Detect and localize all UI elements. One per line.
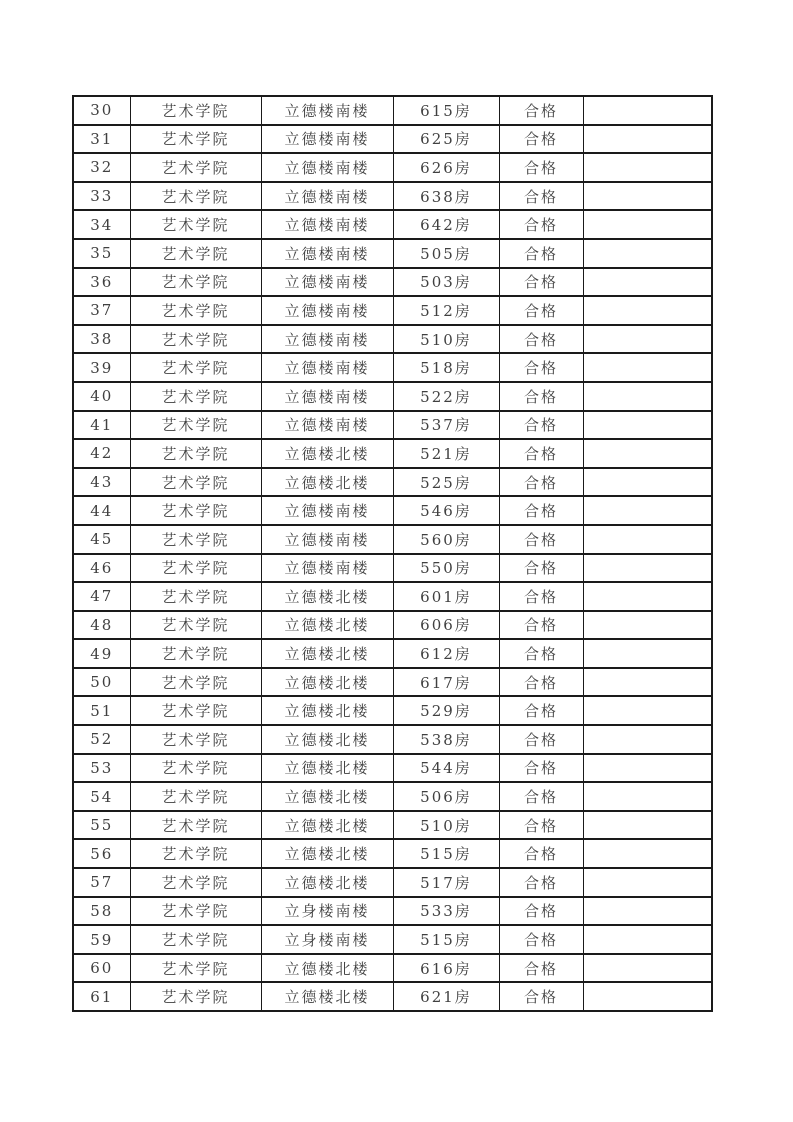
- cell-row-number: 55: [73, 811, 130, 840]
- cell-row-number: 48: [73, 611, 130, 640]
- cell-result: 合格: [499, 554, 583, 583]
- cell-note: [583, 268, 712, 297]
- cell-row-number: 31: [73, 125, 130, 154]
- cell-room: 503房: [393, 268, 499, 297]
- cell-room: 550房: [393, 554, 499, 583]
- cell-college: 艺术学院: [130, 954, 261, 983]
- cell-row-number: 35: [73, 239, 130, 268]
- cell-result: 合格: [499, 725, 583, 754]
- cell-result: 合格: [499, 382, 583, 411]
- cell-room: 533房: [393, 897, 499, 926]
- cell-room: 642房: [393, 210, 499, 239]
- cell-building: 立德楼南楼: [261, 554, 393, 583]
- cell-building: 立德楼南楼: [261, 125, 393, 154]
- cell-row-number: 56: [73, 839, 130, 868]
- cell-result: 合格: [499, 839, 583, 868]
- cell-row-number: 37: [73, 296, 130, 325]
- cell-room: 626房: [393, 153, 499, 182]
- cell-row-number: 58: [73, 897, 130, 926]
- cell-college: 艺术学院: [130, 925, 261, 954]
- cell-note: [583, 96, 712, 125]
- cell-note: [583, 496, 712, 525]
- cell-building: 立德楼北楼: [261, 954, 393, 983]
- cell-room: 515房: [393, 839, 499, 868]
- cell-room: 525房: [393, 468, 499, 497]
- cell-result: 合格: [499, 496, 583, 525]
- dorm-inspection-table: [72, 95, 713, 1012]
- cell-note: [583, 696, 712, 725]
- cell-note: [583, 153, 712, 182]
- cell-college: 艺术学院: [130, 639, 261, 668]
- cell-college: 艺术学院: [130, 125, 261, 154]
- cell-building: 立德楼北楼: [261, 582, 393, 611]
- table-row: [73, 868, 712, 897]
- cell-room: 522房: [393, 382, 499, 411]
- cell-room: 625房: [393, 125, 499, 154]
- cell-college: 艺术学院: [130, 325, 261, 354]
- cell-note: [583, 125, 712, 154]
- cell-result: 合格: [499, 439, 583, 468]
- cell-room: 505房: [393, 239, 499, 268]
- cell-room: 517房: [393, 868, 499, 897]
- cell-note: [583, 468, 712, 497]
- table-row: [73, 382, 712, 411]
- table-row: [73, 325, 712, 354]
- cell-college: 艺术学院: [130, 210, 261, 239]
- cell-result: 合格: [499, 411, 583, 440]
- cell-building: 立德楼南楼: [261, 296, 393, 325]
- table-row: [73, 182, 712, 211]
- table-row: [73, 296, 712, 325]
- cell-row-number: 50: [73, 668, 130, 697]
- cell-building: 立德楼北楼: [261, 982, 393, 1011]
- cell-room: 544房: [393, 754, 499, 783]
- cell-building: 立德楼北楼: [261, 639, 393, 668]
- table-row: [73, 839, 712, 868]
- cell-note: [583, 782, 712, 811]
- cell-note: [583, 668, 712, 697]
- cell-college: 艺术学院: [130, 296, 261, 325]
- cell-note: [583, 325, 712, 354]
- cell-result: 合格: [499, 954, 583, 983]
- cell-note: [583, 925, 712, 954]
- cell-note: [583, 725, 712, 754]
- cell-result: 合格: [499, 696, 583, 725]
- cell-result: 合格: [499, 582, 583, 611]
- table-row: [73, 725, 712, 754]
- cell-building: 立德楼南楼: [261, 325, 393, 354]
- table-row: [73, 268, 712, 297]
- cell-college: 艺术学院: [130, 96, 261, 125]
- cell-college: 艺术学院: [130, 754, 261, 783]
- cell-building: 立德楼北楼: [261, 611, 393, 640]
- cell-row-number: 57: [73, 868, 130, 897]
- cell-result: 合格: [499, 754, 583, 783]
- table-row: [73, 496, 712, 525]
- cell-note: [583, 639, 712, 668]
- cell-result: 合格: [499, 897, 583, 926]
- cell-note: [583, 582, 712, 611]
- cell-note: [583, 897, 712, 926]
- cell-row-number: 42: [73, 439, 130, 468]
- table-row: [73, 954, 712, 983]
- cell-result: 合格: [499, 239, 583, 268]
- cell-row-number: 34: [73, 210, 130, 239]
- table-row: [73, 897, 712, 926]
- cell-college: 艺术学院: [130, 525, 261, 554]
- table-row: [73, 554, 712, 583]
- table-row: [73, 982, 712, 1011]
- cell-building: 立德楼北楼: [261, 782, 393, 811]
- cell-row-number: 45: [73, 525, 130, 554]
- cell-result: 合格: [499, 353, 583, 382]
- cell-row-number: 32: [73, 153, 130, 182]
- cell-room: 538房: [393, 725, 499, 754]
- cell-college: 艺术学院: [130, 668, 261, 697]
- cell-building: 立德楼北楼: [261, 439, 393, 468]
- cell-note: [583, 868, 712, 897]
- cell-note: [583, 239, 712, 268]
- cell-result: 合格: [499, 296, 583, 325]
- cell-building: 立德楼北楼: [261, 754, 393, 783]
- table-row: [73, 353, 712, 382]
- cell-college: 艺术学院: [130, 439, 261, 468]
- table-row: [73, 811, 712, 840]
- cell-college: 艺术学院: [130, 382, 261, 411]
- cell-college: 艺术学院: [130, 153, 261, 182]
- cell-result: 合格: [499, 525, 583, 554]
- cell-note: [583, 554, 712, 583]
- cell-row-number: 47: [73, 582, 130, 611]
- cell-note: [583, 382, 712, 411]
- cell-building: 立德楼南楼: [261, 153, 393, 182]
- table-row: [73, 210, 712, 239]
- cell-row-number: 44: [73, 496, 130, 525]
- table-row: [73, 468, 712, 497]
- cell-note: [583, 525, 712, 554]
- cell-room: 529房: [393, 696, 499, 725]
- cell-room: 515房: [393, 925, 499, 954]
- cell-row-number: 41: [73, 411, 130, 440]
- cell-room: 521房: [393, 439, 499, 468]
- cell-building: 立德楼北楼: [261, 725, 393, 754]
- table-row: [73, 611, 712, 640]
- cell-building: 立德楼北楼: [261, 868, 393, 897]
- cell-room: 606房: [393, 611, 499, 640]
- cell-room: 506房: [393, 782, 499, 811]
- table-body: [73, 96, 712, 1011]
- cell-building: 立德楼北楼: [261, 811, 393, 840]
- cell-college: 艺术学院: [130, 268, 261, 297]
- table-row: [73, 125, 712, 154]
- cell-row-number: 59: [73, 925, 130, 954]
- cell-college: 艺术学院: [130, 611, 261, 640]
- cell-row-number: 43: [73, 468, 130, 497]
- cell-building: 立德楼南楼: [261, 96, 393, 125]
- cell-room: 621房: [393, 982, 499, 1011]
- cell-note: [583, 296, 712, 325]
- cell-building: 立德楼北楼: [261, 668, 393, 697]
- cell-building: 立德楼南楼: [261, 496, 393, 525]
- cell-note: [583, 839, 712, 868]
- cell-row-number: 33: [73, 182, 130, 211]
- table-row: [73, 582, 712, 611]
- cell-college: 艺术学院: [130, 468, 261, 497]
- cell-result: 合格: [499, 153, 583, 182]
- table-row: [73, 153, 712, 182]
- table-row: [73, 668, 712, 697]
- table-row: [73, 411, 712, 440]
- cell-note: [583, 754, 712, 783]
- cell-college: 艺术学院: [130, 868, 261, 897]
- cell-building: 立德楼南楼: [261, 239, 393, 268]
- cell-room: 612房: [393, 639, 499, 668]
- cell-room: 518房: [393, 353, 499, 382]
- cell-result: 合格: [499, 925, 583, 954]
- cell-room: 601房: [393, 582, 499, 611]
- table-row: [73, 754, 712, 783]
- cell-building: 立德楼南楼: [261, 525, 393, 554]
- table-row: [73, 96, 712, 125]
- cell-row-number: 38: [73, 325, 130, 354]
- cell-note: [583, 982, 712, 1011]
- table-row: [73, 239, 712, 268]
- cell-college: 艺术学院: [130, 725, 261, 754]
- cell-college: 艺术学院: [130, 811, 261, 840]
- cell-room: 638房: [393, 182, 499, 211]
- cell-building: 立身楼南楼: [261, 925, 393, 954]
- cell-row-number: 49: [73, 639, 130, 668]
- cell-college: 艺术学院: [130, 353, 261, 382]
- cell-room: 512房: [393, 296, 499, 325]
- cell-note: [583, 439, 712, 468]
- cell-room: 510房: [393, 325, 499, 354]
- cell-result: 合格: [499, 325, 583, 354]
- cell-note: [583, 182, 712, 211]
- cell-row-number: 46: [73, 554, 130, 583]
- cell-result: 合格: [499, 639, 583, 668]
- cell-building: 立德楼南楼: [261, 411, 393, 440]
- cell-building: 立德楼北楼: [261, 839, 393, 868]
- cell-room: 546房: [393, 496, 499, 525]
- cell-college: 艺术学院: [130, 182, 261, 211]
- cell-row-number: 53: [73, 754, 130, 783]
- cell-note: [583, 811, 712, 840]
- cell-college: 艺术学院: [130, 582, 261, 611]
- cell-building: 立德楼南楼: [261, 210, 393, 239]
- cell-result: 合格: [499, 182, 583, 211]
- cell-college: 艺术学院: [130, 897, 261, 926]
- cell-note: [583, 611, 712, 640]
- cell-college: 艺术学院: [130, 496, 261, 525]
- cell-result: 合格: [499, 468, 583, 497]
- cell-room: 617房: [393, 668, 499, 697]
- cell-college: 艺术学院: [130, 696, 261, 725]
- cell-result: 合格: [499, 782, 583, 811]
- cell-note: [583, 954, 712, 983]
- cell-college: 艺术学院: [130, 839, 261, 868]
- cell-note: [583, 411, 712, 440]
- cell-room: 510房: [393, 811, 499, 840]
- cell-room: 537房: [393, 411, 499, 440]
- cell-row-number: 39: [73, 353, 130, 382]
- cell-building: 立德楼南楼: [261, 268, 393, 297]
- cell-row-number: 51: [73, 696, 130, 725]
- cell-college: 艺术学院: [130, 782, 261, 811]
- table-row: [73, 696, 712, 725]
- table-row: [73, 782, 712, 811]
- table-row: [73, 925, 712, 954]
- cell-row-number: 40: [73, 382, 130, 411]
- cell-college: 艺术学院: [130, 411, 261, 440]
- cell-row-number: 52: [73, 725, 130, 754]
- cell-building: 立德楼南楼: [261, 182, 393, 211]
- cell-college: 艺术学院: [130, 982, 261, 1011]
- table-row: [73, 525, 712, 554]
- cell-result: 合格: [499, 210, 583, 239]
- cell-building: 立德楼北楼: [261, 696, 393, 725]
- cell-college: 艺术学院: [130, 239, 261, 268]
- cell-result: 合格: [499, 268, 583, 297]
- cell-building: 立德楼南楼: [261, 382, 393, 411]
- table-row: [73, 639, 712, 668]
- cell-room: 560房: [393, 525, 499, 554]
- cell-result: 合格: [499, 125, 583, 154]
- cell-row-number: 54: [73, 782, 130, 811]
- cell-result: 合格: [499, 611, 583, 640]
- cell-result: 合格: [499, 868, 583, 897]
- cell-result: 合格: [499, 811, 583, 840]
- cell-room: 616房: [393, 954, 499, 983]
- cell-building: 立德楼北楼: [261, 468, 393, 497]
- cell-room: 615房: [393, 96, 499, 125]
- cell-row-number: 61: [73, 982, 130, 1011]
- table-row: [73, 439, 712, 468]
- cell-note: [583, 353, 712, 382]
- cell-result: 合格: [499, 96, 583, 125]
- cell-note: [583, 210, 712, 239]
- cell-college: 艺术学院: [130, 554, 261, 583]
- cell-result: 合格: [499, 982, 583, 1011]
- cell-result: 合格: [499, 668, 583, 697]
- cell-row-number: 30: [73, 96, 130, 125]
- cell-row-number: 60: [73, 954, 130, 983]
- cell-building: 立身楼南楼: [261, 897, 393, 926]
- cell-row-number: 36: [73, 268, 130, 297]
- cell-building: 立德楼南楼: [261, 353, 393, 382]
